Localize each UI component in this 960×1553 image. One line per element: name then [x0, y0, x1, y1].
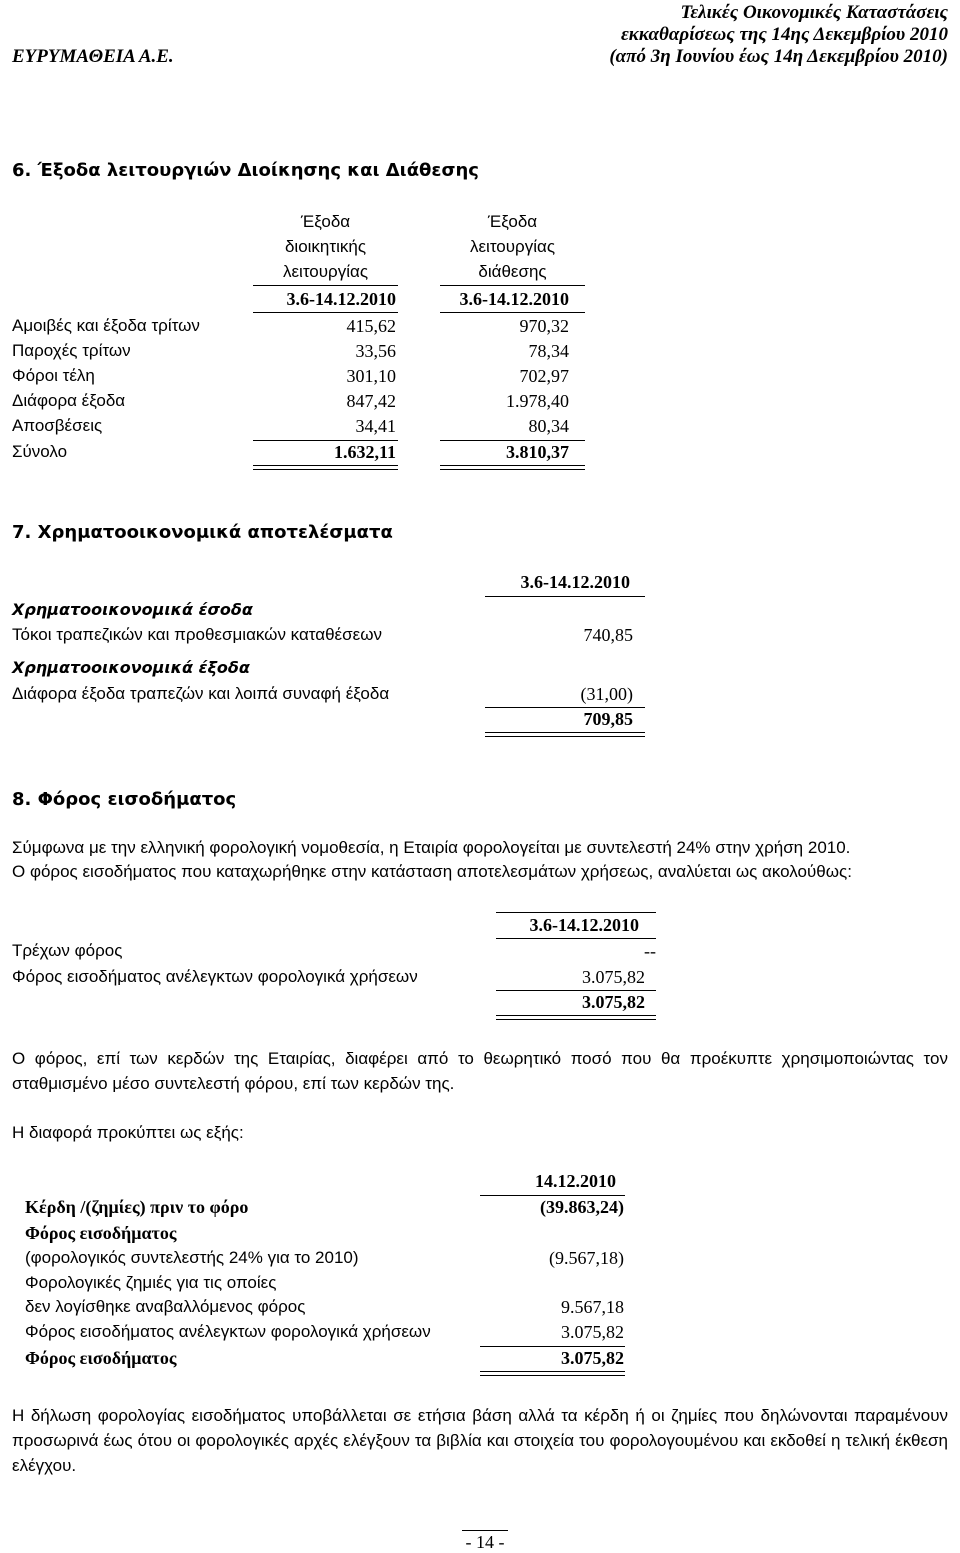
total-value-2: 3.810,37 — [506, 442, 569, 462]
tax-paragraph-1: Ο φόρος, επί των κερδών της Εταιρίας, διαφέρει από το θεωρητικό ποσό που θα προέκυπτε χρησιμοποιώντας τον σταθμισμένο μέσο συντελεστή φόρου, επί των κερδών της. — [12, 1049, 948, 1093]
section-6-title: 6. Έξοδα λειτουργιών Διοίκησης και Διάθεσης — [12, 160, 479, 181]
recon-row-6-label: Φόρος εισοδήματος ανέλεγκτων φορολογικά χρήσεων — [25, 1322, 431, 1341]
row-value-1: 301,10 — [346, 366, 396, 386]
page-number: - 14 - — [465, 1532, 505, 1552]
row-value-1: 34,41 — [355, 416, 396, 436]
row-value-1: 33,56 — [355, 341, 396, 361]
recon-row-3-value: (9.567,18) — [549, 1248, 624, 1268]
income-label: Τόκοι τραπεζικών και προθεσμιακών καταθέσεων — [12, 625, 382, 644]
tax-row-value: 3.075,82 — [582, 967, 645, 987]
row-value-2: 80,34 — [528, 416, 569, 436]
row-label: Αποσβέσεις — [12, 416, 103, 435]
recon-row-1-label: Κέρδη /(ζημίες) πριν το φόρο — [25, 1197, 249, 1217]
recon-row-1-value: (39.863,24) — [540, 1197, 624, 1217]
tax-row-value: -- — [644, 941, 656, 961]
recon-period: 14.12.2010 — [535, 1171, 616, 1191]
recon-row-5-value: 9.567,18 — [561, 1297, 624, 1317]
total-label: Σύνολο — [12, 442, 68, 461]
col1-header-3: λειτουργίας — [282, 262, 369, 281]
recon-row-5-label: δεν λογίσθηκε αναβαλλόμενος φόρος — [25, 1297, 306, 1316]
sec7-total: 709,85 — [583, 709, 633, 729]
recon-row-6-value: 3.075,82 — [561, 1322, 624, 1342]
income-heading: Χρηματοοικονομικά έσοδα — [12, 600, 253, 619]
col2-header-3: διάθεσης — [478, 262, 547, 281]
row-label: Παροχές τρίτων — [12, 341, 131, 360]
tax-row-label: Τρέχων φόρος — [12, 941, 123, 960]
tax-intro-1: Σύμφωνα με την ελληνική φορολογική νομοθεσία, η Εταιρία φορολογείται με συντελεστή 24% στην χρήση 2010. — [12, 838, 851, 857]
recon-row-2-label: Φόρος εισοδήματος — [25, 1223, 177, 1243]
expense-label: Διάφορα έξοδα τραπεζών και λοιπά συναφή έξοδα — [12, 684, 390, 703]
expense-heading: Χρηματοοικονομικά έξοδα — [12, 658, 250, 677]
tax-closing-paragraph: Η δήλωση φορολογίας εισοδήματος υποβάλλεται σε ετήσια βάση αλλά τα κέρδη ή οι ζημίες που δηλώνονται παραμένουν προσωρινά έως ότου οι φορολογικές αρχές ελέγξουν τα βιβλία και στοιχεία του φορολογουμένου και εκδοθεί η τελική έκθεση ελέγχου. — [12, 1406, 948, 1475]
col2-header-1: Έξοδα — [487, 212, 538, 231]
row-value-2: 970,32 — [519, 316, 569, 336]
sec7-period: 3.6-14.12.2010 — [520, 572, 630, 592]
row-label: Διάφορα έξοδα — [12, 391, 126, 410]
company-name: ΕΥΡΥΜΑΘΕΙΑ Α.Ε. — [12, 46, 174, 67]
col1-period: 3.6-14.12.2010 — [286, 289, 396, 309]
recon-row-7-label: Φόρος εισοδήματος — [25, 1348, 177, 1368]
row-value-1: 847,42 — [346, 391, 396, 411]
tax-row-label: Φόρος εισοδήματος ανέλεγκτων φορολογικά χρήσεων — [12, 967, 418, 986]
row-value-2: 1.978,40 — [506, 391, 569, 411]
col2-header-2: λειτουργίας — [469, 237, 556, 256]
col1-header-2: διοικητικής — [284, 237, 367, 256]
report-title-line3: (από 3η Ιουνίου έως 14η Δεκεμβρίου 2010) — [609, 46, 948, 67]
tax-total: 3.075,82 — [582, 992, 645, 1012]
row-label: Αμοιβές και έξοδα τρίτων — [12, 316, 200, 335]
row-value-1: 415,62 — [346, 316, 396, 336]
col2-period: 3.6-14.12.2010 — [459, 289, 569, 309]
row-label: Φόροι τέλη — [12, 366, 95, 385]
tax-paragraph-2: Η διαφορά προκύπτει ως εξής: — [12, 1123, 244, 1142]
recon-row-4-label: Φορολογικές ζημιές για τις οποίες — [25, 1273, 277, 1292]
section-7-title: 7. Χρηματοοικονομικά αποτελέσματα — [12, 522, 393, 543]
report-title-line2: εκκαθαρίσεως της 14ης Δεκεμβρίου 2010 — [620, 24, 948, 45]
tax-intro-2: Ο φόρος εισοδήματος που καταχωρήθηκε στην κατάσταση αποτελεσμάτων χρήσεως, αναλύεται ως ακολούθως: — [12, 862, 852, 881]
recon-row-3-label: (φορολογικός συντελεστής 24% για το 2010) — [25, 1248, 359, 1267]
row-value-2: 702,97 — [519, 366, 569, 386]
recon-row-7-value: 3.075,82 — [561, 1348, 624, 1368]
income-value: 740,85 — [583, 625, 633, 645]
col1-header-1: Έξοδα — [300, 212, 351, 231]
section-8-title: 8. Φόρος εισοδήματος — [12, 789, 237, 810]
row-value-2: 78,34 — [528, 341, 569, 361]
expense-value: (31,00) — [580, 684, 633, 704]
sec8-period: 3.6-14.12.2010 — [529, 915, 639, 935]
total-value-1: 1.632,11 — [333, 442, 396, 462]
report-title-line1: Τελικές Οικονομικές Καταστάσεις — [680, 2, 948, 23]
